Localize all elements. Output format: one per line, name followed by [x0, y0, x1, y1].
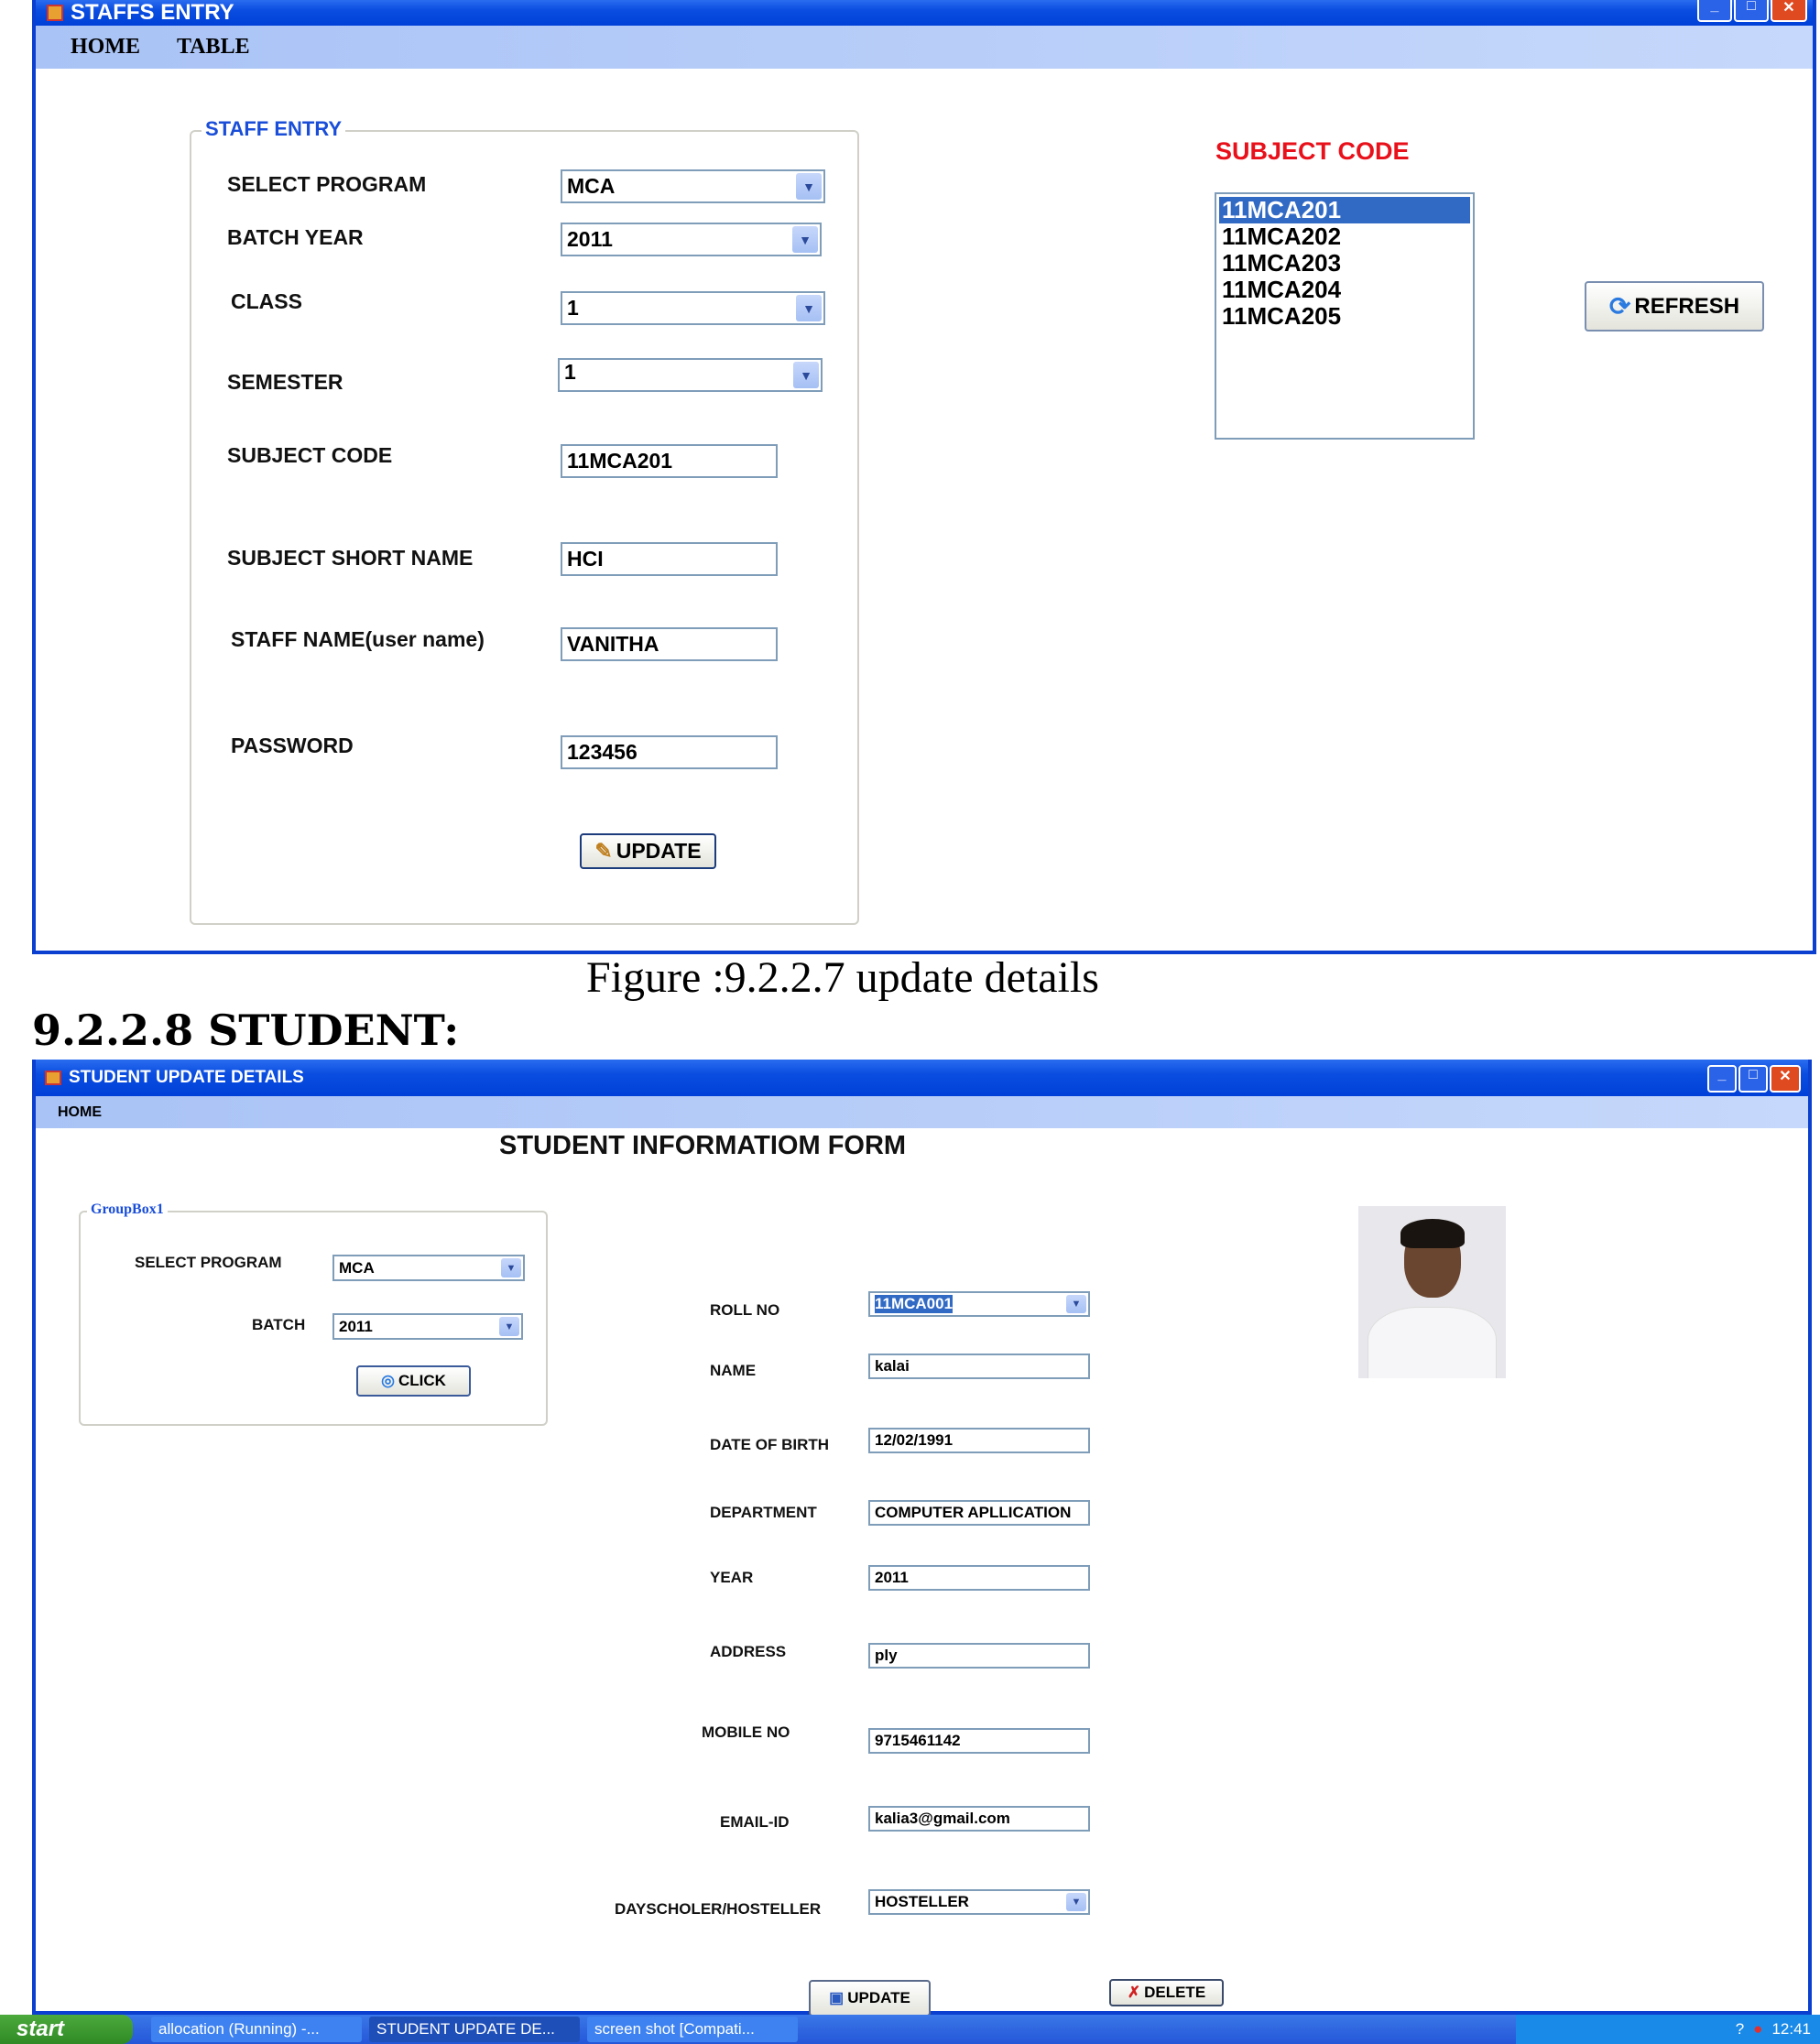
class-select[interactable] — [561, 291, 825, 325]
minimize-button[interactable]: _ — [1707, 1065, 1737, 1093]
app-icon — [47, 5, 63, 21]
section-heading: 9.2.2.8 STUDENT: — [32, 1006, 460, 1055]
label-subject-code: SUBJECT CODE — [227, 443, 393, 467]
batch-value: 2011 — [567, 227, 613, 251]
batch-select[interactable] — [332, 1313, 523, 1340]
arrow-circle-icon: ◎ — [381, 1372, 395, 1389]
click-label: CLICK — [398, 1372, 446, 1389]
label-email-id: EMAIL-ID — [720, 1813, 790, 1831]
title-bar — [36, 0, 1813, 26]
label-semester: SEMESTER — [227, 370, 343, 394]
staff-name-input[interactable]: VANITHA — [561, 627, 778, 661]
label-staff-name: STAFF NAME(user name) — [231, 627, 485, 651]
label-year: YEAR — [710, 1569, 754, 1586]
address-input[interactable]: ply — [868, 1643, 1090, 1669]
date-of-birth-input[interactable]: 12/02/1991 — [868, 1428, 1090, 1453]
mobile-no-input[interactable]: 9715461142 — [868, 1728, 1090, 1754]
label-class: CLASS — [231, 289, 302, 313]
title-bar — [36, 1060, 1808, 1096]
figure-caption: Figure :9.2.2.7 update details — [586, 953, 1099, 1002]
shield-icon: ● — [1753, 2020, 1763, 2038]
refresh-button[interactable] — [1585, 281, 1764, 332]
label-roll-no: ROLL NO — [710, 1301, 780, 1319]
label-select-program: SELECT PROGRAM — [227, 172, 427, 196]
list-item[interactable]: 11MCA204 — [1222, 276, 1342, 303]
menu-home[interactable]: HOME — [58, 1104, 102, 1120]
menu-table[interactable]: TABLE — [177, 35, 250, 59]
window-title: STAFFS ENTRY — [71, 0, 234, 25]
minimize-button[interactable]: _ — [1697, 0, 1732, 22]
update-button[interactable] — [809, 1980, 931, 2017]
form-title: STUDENT INFORMATIOM FORM — [499, 1131, 907, 1160]
click-button[interactable] — [356, 1365, 471, 1397]
close-button[interactable]: ✕ — [1771, 0, 1807, 22]
menu-home[interactable]: HOME — [71, 35, 140, 59]
delete-label: DELETE — [1144, 1984, 1206, 2001]
maximize-button[interactable]: □ — [1738, 1065, 1768, 1093]
save-icon: ▣ — [829, 1989, 845, 2006]
label-department: DEPARTMENT — [710, 1504, 817, 1521]
label-address: ADDRESS — [710, 1643, 787, 1660]
update-button[interactable] — [580, 833, 716, 869]
roll-no-select[interactable] — [868, 1291, 1090, 1317]
label-batch-year: BATCH YEAR — [227, 225, 364, 249]
list-item[interactable]: 11MCA203 — [1222, 249, 1342, 277]
subject-code-input[interactable]: 11MCA201 — [561, 444, 778, 478]
close-button[interactable]: ✕ — [1770, 1065, 1801, 1093]
menu-bar — [36, 26, 1813, 69]
name-input[interactable]: kalai — [868, 1354, 1090, 1379]
groupbox1-title: GroupBox1 — [87, 1201, 168, 1218]
refresh-label: REFRESH — [1634, 293, 1740, 319]
label-batch: BATCH — [252, 1316, 306, 1333]
maximize-button[interactable]: □ — [1734, 0, 1769, 22]
chevron-down-icon[interactable]: ▼ — [499, 1317, 519, 1336]
program-select[interactable] — [561, 169, 825, 203]
class-value: 1 — [567, 296, 579, 320]
year-input[interactable]: 2011 — [868, 1565, 1090, 1591]
label-mobile-no: MOBILE NO — [702, 1723, 790, 1741]
dayscholer-hosteller-select[interactable] — [868, 1889, 1090, 1915]
type-value: HOSTELLER — [875, 1893, 969, 1910]
roll-no-value: 11MCA001 — [875, 1295, 954, 1312]
program-value: MCA — [339, 1258, 375, 1277]
program-value: MCA — [567, 174, 616, 198]
batch-year-select[interactable] — [561, 223, 822, 256]
app-icon — [45, 1071, 61, 1085]
label-subject-short-name: SUBJECT SHORT NAME — [227, 546, 474, 570]
update-label: UPDATE — [847, 1989, 910, 2006]
delete-button[interactable] — [1109, 1979, 1224, 2006]
batch-value: 2011 — [339, 1317, 373, 1335]
chevron-down-icon[interactable]: ▼ — [501, 1258, 521, 1278]
password-input[interactable]: 123456 — [561, 735, 778, 769]
delete-icon: ✗ — [1127, 1984, 1141, 2001]
subject-code-heading: SUBJECT CODE — [1215, 137, 1410, 165]
taskbar-item[interactable]: allocation (Running) -... — [151, 2017, 362, 2042]
student-update-window — [32, 1060, 1812, 2015]
menu-bar — [36, 1096, 1808, 1128]
student-photo — [1358, 1206, 1506, 1378]
list-item[interactable]: 11MCA205 — [1222, 302, 1342, 330]
chevron-down-icon[interactable]: ▼ — [796, 295, 822, 321]
staffs-entry-window — [32, 0, 1816, 954]
semester-value: 1 — [564, 360, 576, 384]
subject-code-list[interactable] — [1215, 192, 1475, 440]
refresh-icon: ⟳ — [1608, 292, 1631, 321]
staff-entry-group-title: STAFF ENTRY — [202, 117, 345, 141]
chevron-down-icon[interactable]: ▼ — [796, 173, 822, 200]
label-select-program: SELECT PROGRAM — [135, 1254, 282, 1271]
taskbar-item[interactable]: screen shot [Compati... — [587, 2017, 798, 2042]
window-title: STUDENT UPDATE DETAILS — [69, 1068, 304, 1087]
help-icon: ? — [1735, 2020, 1745, 2038]
department-input[interactable]: COMPUTER APLLICATION — [868, 1500, 1090, 1526]
update-label: UPDATE — [616, 839, 702, 863]
chevron-down-icon[interactable]: ▼ — [1066, 1893, 1086, 1911]
start-button[interactable]: start — [0, 2015, 133, 2044]
chevron-down-icon[interactable]: ▼ — [792, 226, 818, 253]
label-date-of-birth: DATE OF BIRTH — [710, 1436, 830, 1453]
label-name: NAME — [710, 1362, 757, 1379]
email-id-input[interactable]: kalia3@gmail.com — [868, 1806, 1090, 1832]
semester-select[interactable] — [558, 358, 823, 392]
subject-short-name-input[interactable]: HCI — [561, 542, 778, 576]
program-select[interactable] — [332, 1255, 525, 1281]
chevron-down-icon[interactable]: ▼ — [793, 362, 819, 388]
list-item[interactable]: 11MCA201 — [1219, 197, 1470, 223]
pencil-icon: ✎ — [594, 839, 613, 863]
taskbar — [0, 2015, 1820, 2044]
taskbar-item[interactable]: STUDENT UPDATE DE... — [369, 2017, 580, 2042]
label-dayscholer-hosteller: DAYSCHOLER/HOSTELLER — [615, 1900, 822, 1918]
chevron-down-icon[interactable]: ▼ — [1066, 1295, 1086, 1313]
list-item[interactable]: 11MCA202 — [1222, 223, 1342, 250]
clock: 12:41 — [1771, 2020, 1811, 2038]
system-tray — [1516, 2015, 1820, 2044]
label-password: PASSWORD — [231, 734, 354, 757]
